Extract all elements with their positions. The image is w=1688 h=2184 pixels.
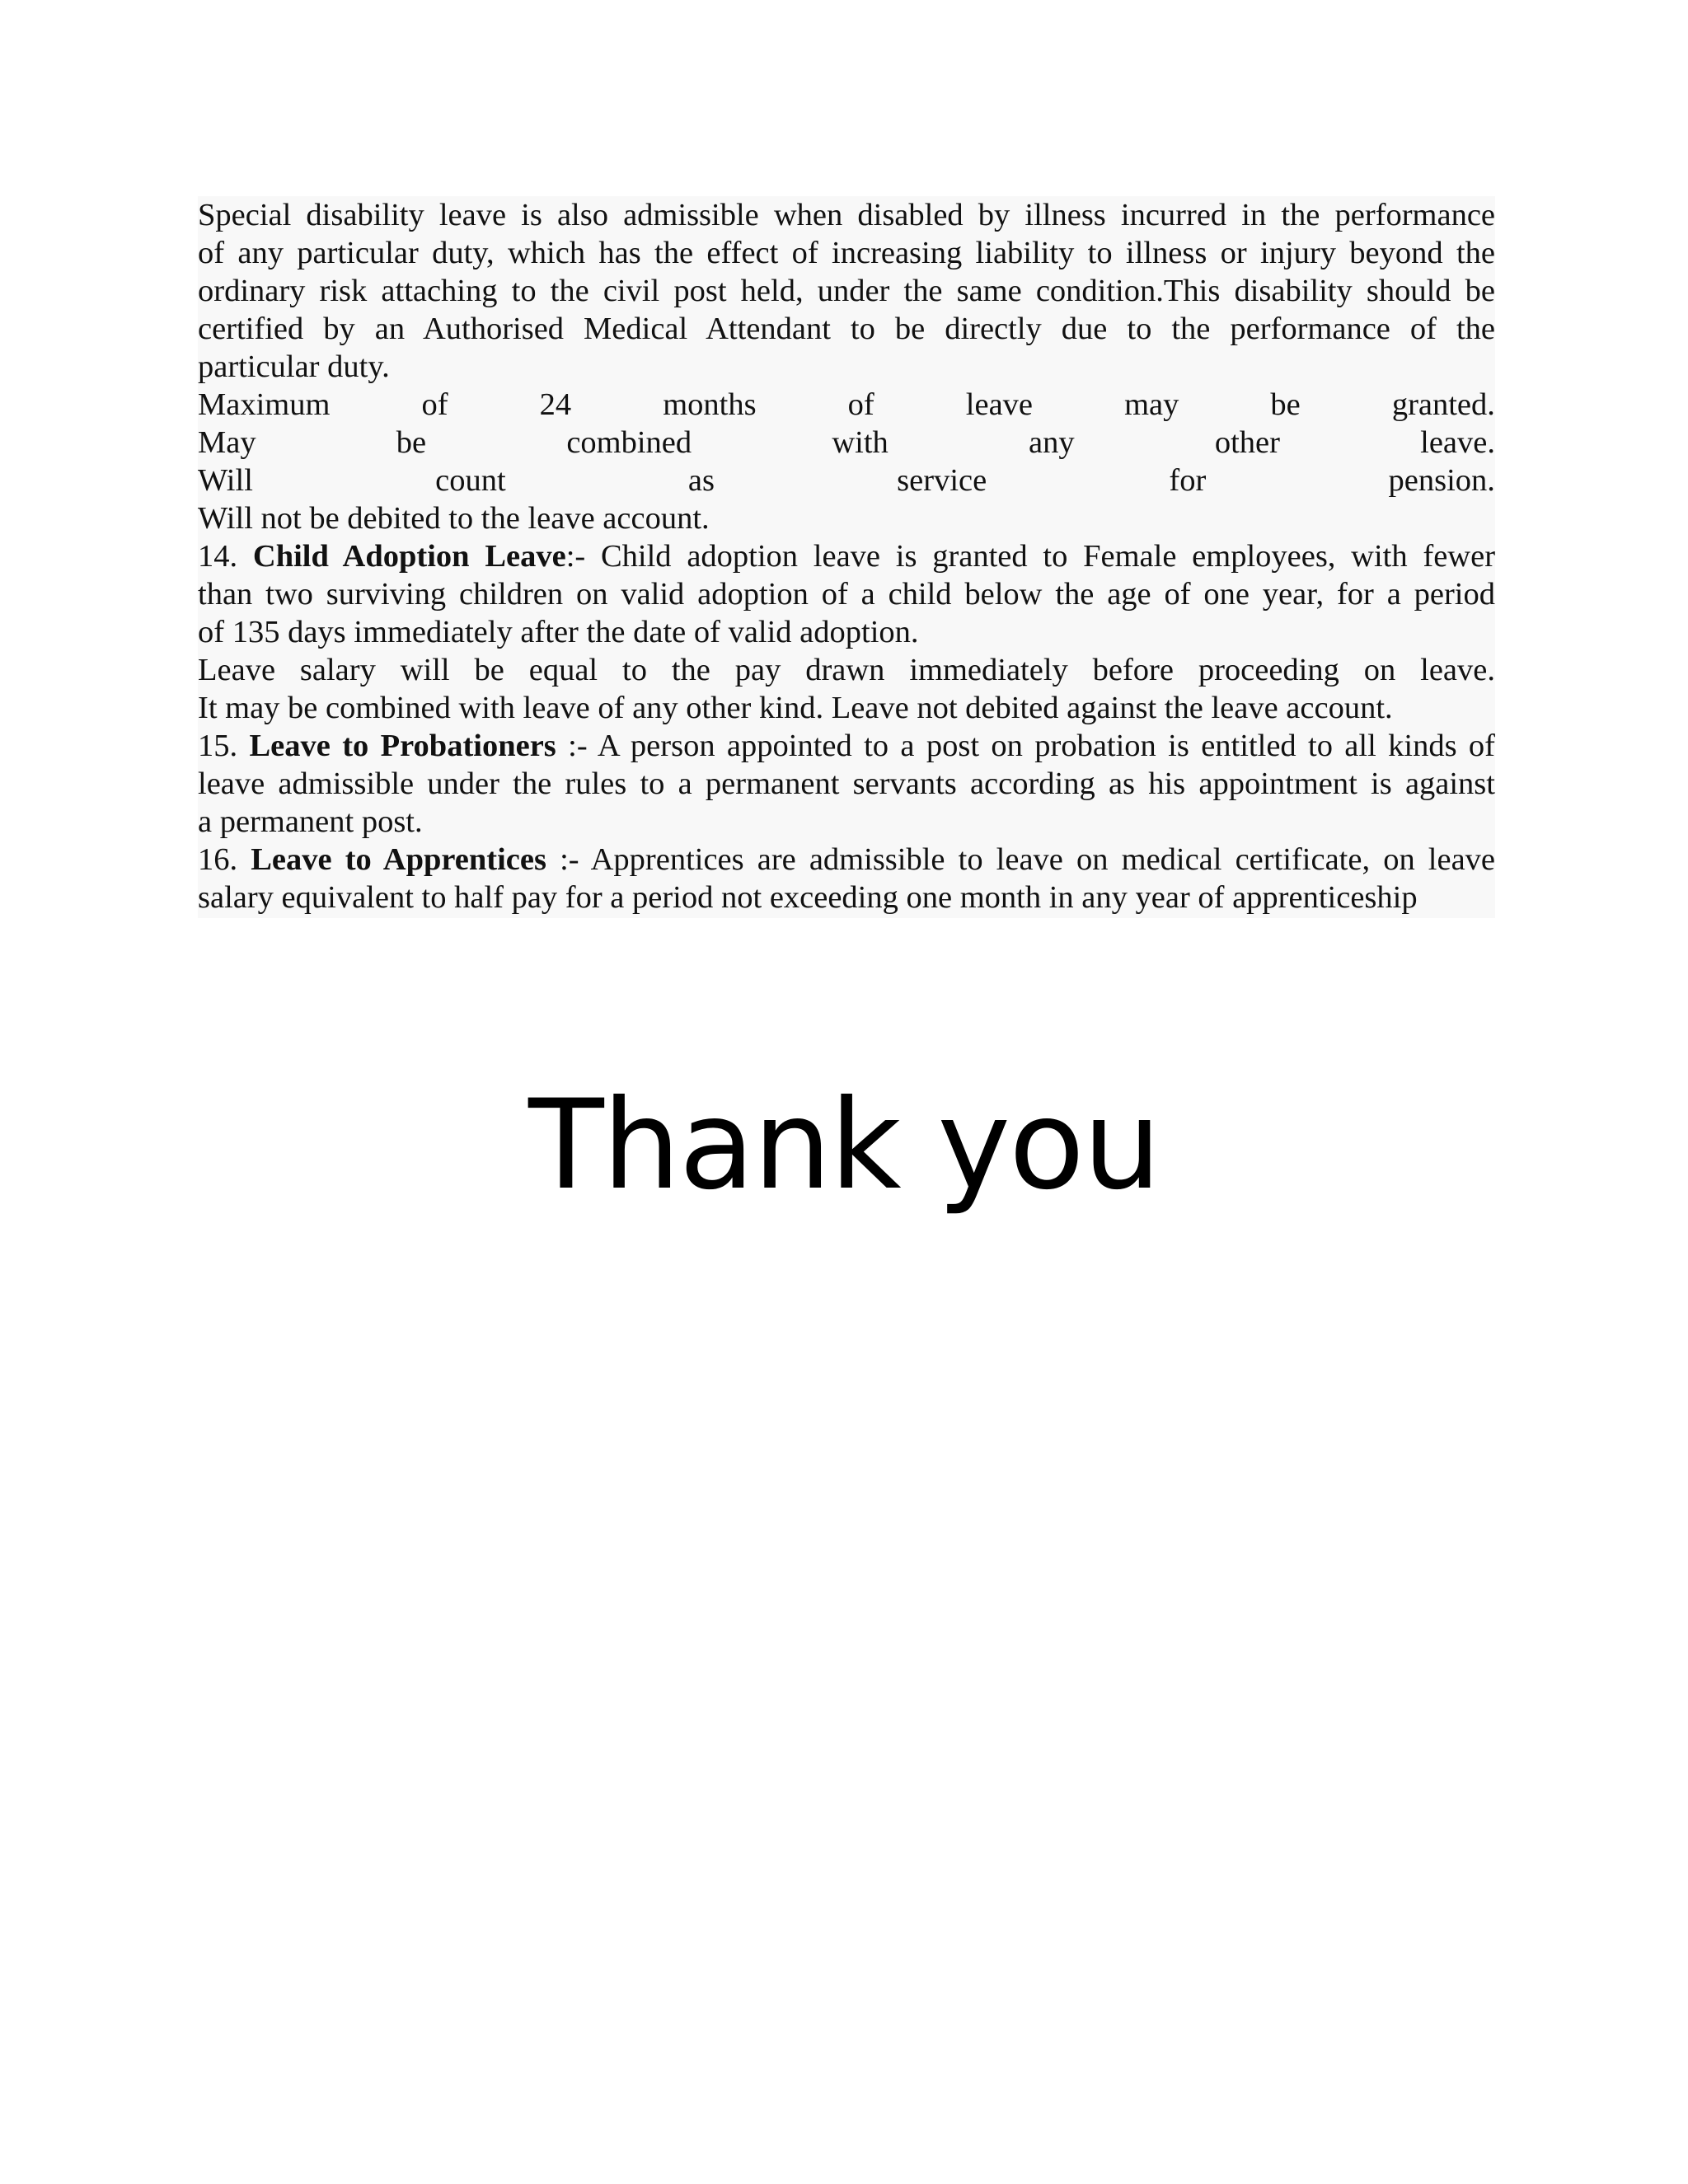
word: leave	[965, 387, 1033, 422]
word: May	[198, 425, 256, 460]
word: Maximum	[198, 387, 331, 422]
word: be	[1270, 387, 1301, 422]
word: leave.	[1420, 425, 1495, 460]
word: may	[1124, 387, 1179, 422]
word: of	[847, 387, 874, 422]
justified-line-combined	[198, 424, 1495, 462]
justified-line-maximum	[198, 386, 1495, 424]
text-line: than two surviving children on valid adoption of a child below the age of one year, for a period	[198, 577, 1495, 612]
text-line: a permanent post.	[198, 804, 423, 839]
word: for	[1169, 463, 1207, 498]
word: granted.	[1391, 387, 1495, 422]
text-line: Will not be debited to the leave account.	[198, 501, 710, 536]
word: any	[1029, 425, 1075, 460]
item-heading: Child Adoption Leave	[252, 539, 566, 574]
text-line: It may be combined with leave of any other kind. Leave not debited against the leave account.	[198, 691, 1393, 725]
text-line: of any particular duty, which has the effect of increasing liability to illness or injury beyond the	[198, 236, 1495, 270]
document-body	[198, 196, 1495, 918]
word: 24	[539, 387, 572, 422]
thank-you-heading: Thank you	[528, 1074, 1160, 1217]
item-heading: Leave to Apprentices	[251, 842, 546, 877]
word: with	[832, 425, 889, 460]
word: pension.	[1388, 463, 1495, 498]
text-line: leave admissible under the rules to a permanent servants according as his appointment is against	[198, 766, 1495, 801]
word: as	[687, 463, 715, 498]
text-line: salary equivalent to half pay for a period not exceeding one month in any year of apprenticeship	[198, 880, 1418, 915]
item-text: :- Child adoption leave is granted to Female employees, with fewer	[565, 539, 1496, 574]
word: count	[435, 463, 506, 498]
item-15-heading-line	[198, 727, 1495, 765]
item-heading: Leave to Probationers	[249, 729, 556, 763]
word: combined	[566, 425, 692, 460]
text-line: Leave salary will be equal to the pay drawn immediately before proceeding on leave.	[198, 653, 1495, 687]
word: other	[1214, 425, 1280, 460]
text-line: Special disability leave is also admissible when disabled by illness incurred in the performance	[198, 198, 1495, 232]
item-16-heading-line	[198, 841, 1495, 879]
item-number: 14.	[198, 539, 253, 574]
text-line: certified by an Authorised Medical Attendant to be directly due to the performance of the	[198, 312, 1495, 346]
word: service	[897, 463, 987, 498]
justified-line-pension	[198, 462, 1495, 499]
word: Will	[198, 463, 253, 498]
item-14-heading-line	[198, 537, 1495, 575]
text-line: particular duty.	[198, 349, 390, 384]
item-text: :- A person appointed to a post on probation is entitled to all kinds of	[556, 729, 1496, 763]
text-line: ordinary risk attaching to the civil post held, under the same condition.This disability should be	[198, 274, 1495, 308]
word: months	[663, 387, 757, 422]
text-line: of 135 days immediately after the date of valid adoption.	[198, 615, 919, 649]
item-number: 16.	[198, 842, 251, 877]
word: be	[396, 425, 427, 460]
word: of	[421, 387, 448, 422]
item-text: :- Apprentices are admissible to leave on medical certificate, on leave	[546, 842, 1496, 877]
item-number: 15.	[198, 729, 250, 763]
